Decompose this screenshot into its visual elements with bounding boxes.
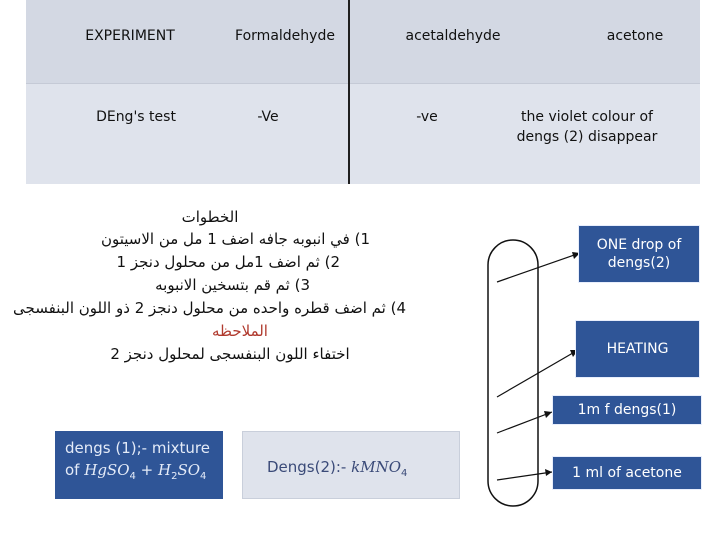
step-2: 2) ثم اضف 1مل من محلول دنجز 1	[116, 253, 340, 271]
header-acetaldehyde: acetaldehyde	[405, 28, 501, 44]
formula-so: SO	[177, 461, 201, 479]
arrow-head-3	[544, 411, 552, 418]
arrow-head-4	[545, 469, 552, 476]
arrow-line-4	[497, 472, 552, 480]
flow-step-one-drop: ONE drop of dengs(2)	[578, 225, 700, 283]
dengs1-label: dengs (1);- mixture	[65, 439, 210, 457]
header-acetone: acetone	[606, 28, 664, 44]
dengs1-reagent-text	[65, 437, 210, 488]
formula-sub-b2: 4	[200, 471, 207, 482]
flow-step-acetone: 1 ml of acetone	[552, 456, 702, 490]
dengs2-formula: kMNO	[351, 458, 401, 476]
cell-test-name: DEng's test	[96, 109, 176, 125]
formula-sub-b1: 2	[171, 471, 178, 482]
step-3: 3) ثم قم بتسخين الانبوبه	[155, 276, 310, 294]
test-tube-outline	[488, 240, 538, 506]
dengs2-sub: 4	[401, 468, 408, 479]
arrow-line-3	[497, 412, 552, 433]
steps-title: الخطوات	[181, 208, 239, 226]
cell-formaldehyde-result: -Ve	[257, 109, 279, 125]
flow-step-dengs1: 1m f dengs(1)	[552, 395, 702, 425]
note-text: اختفاء اللون البنفسجى لمحلول دنجز 2	[110, 345, 350, 363]
dengs1-reagent-box	[55, 431, 223, 499]
formula-hgso: HgSO	[84, 461, 130, 479]
formula-sub-a: 4	[129, 471, 136, 482]
header-formaldehyde: Formaldehyde	[235, 28, 335, 44]
flow-step-heating: HEATING	[575, 320, 700, 378]
header-experiment: EXPERIMENT	[85, 28, 175, 44]
step-4: 4) ثم اضف قطره واحده من محلول دنجز 2 ذو اللون البنفسجى	[13, 299, 406, 317]
dengs2-label: Dengs(2):-	[267, 458, 347, 476]
dengs1-formula	[65, 459, 210, 488]
note-title: الملاحظه	[212, 322, 268, 340]
dengs2-reagent-text	[267, 458, 407, 479]
dengs2-reagent-box	[242, 431, 460, 499]
dengs1-of: of	[65, 461, 80, 479]
cell-acetone-result: the violet colour of dengs (2) disappear	[516, 109, 658, 145]
formula-plus: +	[135, 461, 158, 479]
cell-acetaldehyde-result: -ve	[416, 109, 438, 125]
formula-h: H	[158, 461, 172, 479]
step-1: 1) في انبوبه جافه اضف 1 مل من الاسيتون	[100, 230, 370, 248]
